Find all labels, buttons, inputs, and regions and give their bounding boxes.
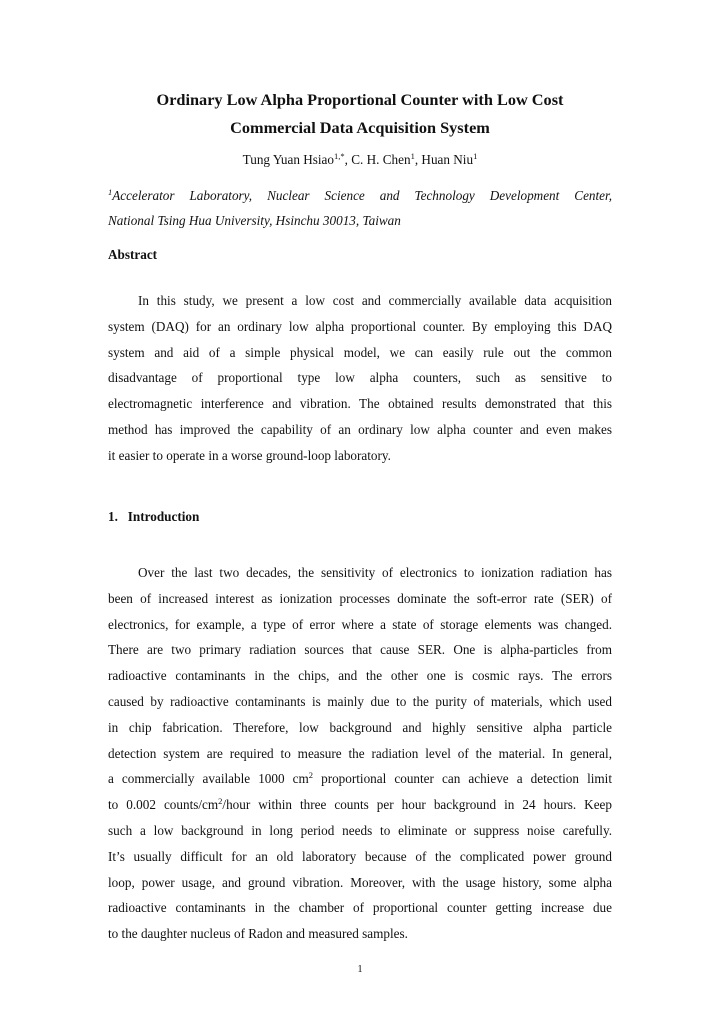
paragraph-line: loop, power usage, and ground vibration. Moreover, with the usage history, some alpha: [108, 874, 612, 890]
author-name: Tung Yuan Hsiao: [242, 152, 335, 167]
paragraph-line: to the daughter nucleus of Radon and measured samples.: [108, 926, 408, 942]
paragraph-line: electromagnetic interference and vibration. The obtained results demonstrated that this: [108, 396, 612, 412]
introduction-heading: 1. Introduction: [108, 509, 200, 524]
author-name: C. H. Chen: [351, 152, 411, 167]
superscript: 2: [218, 796, 223, 807]
abstract-heading: Abstract: [108, 247, 158, 262]
paragraph-line: detection system are required to measure the radiation level of the material. In general,: [108, 745, 612, 761]
paragraph-line: method has improved the capability of an ordinary low alpha counter and even makes: [108, 421, 612, 437]
text-span: proportional counter can achieve a detection limit: [313, 771, 612, 787]
paragraph-line: In this study, we present a low cost and commercially available data acquisition: [138, 293, 612, 308]
author-separator: ,: [344, 152, 352, 167]
author-affiliation-mark: 1: [473, 151, 478, 161]
title-line-1: Ordinary Low Alpha Proportional Counter with Low Cost: [156, 90, 564, 109]
paragraph-line: radioactive contaminants in the chamber of proportional counter getting increase due: [108, 900, 612, 916]
affiliation-line-1: [108, 183, 612, 208]
affiliation-mark: 1: [108, 187, 113, 197]
title-line-2: Commercial Data Acquisition System: [230, 118, 490, 137]
affiliation-line-2: National Tsing Hua University, Hsinchu 30013, Taiwan: [108, 213, 401, 228]
superscript: 2: [308, 770, 314, 781]
paragraph-line: electronics, for example, a type of error where a state of storage elements was changed.: [108, 616, 612, 632]
paragraph-line: system and aid of a simple physical model, we can easily rule out the common: [108, 344, 612, 360]
author-affiliation-mark: 1,*: [334, 151, 345, 161]
author-separator: ,: [414, 152, 422, 167]
page-number: 1: [357, 964, 363, 975]
affiliation: [108, 183, 612, 233]
paper-title: [108, 86, 612, 142]
author-list: [108, 150, 612, 170]
text-span: to 0.002 counts/cm: [108, 797, 219, 813]
author-name: Huan Niu: [421, 152, 474, 167]
text-span: /hour within three counts per hour background in 24 hours. Keep: [222, 797, 613, 813]
abstract-body: [108, 288, 612, 469]
paragraph-line: It’s usually difficult for an old laboratory because of the complicated power ground: [108, 848, 612, 864]
paragraph-line: radioactive contaminants in the chips, and the other one is cosmic rays. The errors: [108, 668, 612, 684]
paragraph-line: [108, 792, 612, 818]
paragraph-line: in chip fabrication. Therefore, low background and highly sensitive alpha particle: [108, 719, 612, 735]
affiliation-text-1: Accelerator Laboratory, Nuclear Science and Technology Development Center,: [112, 188, 612, 203]
paragraph-line: [108, 766, 612, 792]
paragraph-line: caused by radioactive contaminants is mainly due to the purity of materials, which used: [108, 693, 612, 709]
paragraph-line: it easier to operate in a worse ground-loop laboratory.: [108, 447, 391, 463]
paragraph-line: been of increased interest as ionization processes dominate the soft-error rate (SER) of: [108, 590, 612, 606]
introduction-body: [108, 560, 612, 947]
paragraph-line: disadvantage of proportional type low alpha counters, such as sensitive to: [108, 370, 612, 386]
author-affiliation-mark: 1: [410, 151, 415, 161]
paragraph-line: There are two primary radiation sources that cause SER. One is alpha-particles from: [108, 642, 612, 658]
paragraph-line: such a low background in long period needs to eliminate or suppress noise carefully.: [108, 822, 612, 838]
paragraph-line: Over the last two decades, the sensitivity of electronics to ionization radiation has: [138, 565, 612, 580]
paragraph-line: system (DAQ) for an ordinary low alpha proportional counter. By employing this DAQ: [108, 318, 612, 334]
text-span: a commercially available 1000 cm: [108, 771, 309, 787]
